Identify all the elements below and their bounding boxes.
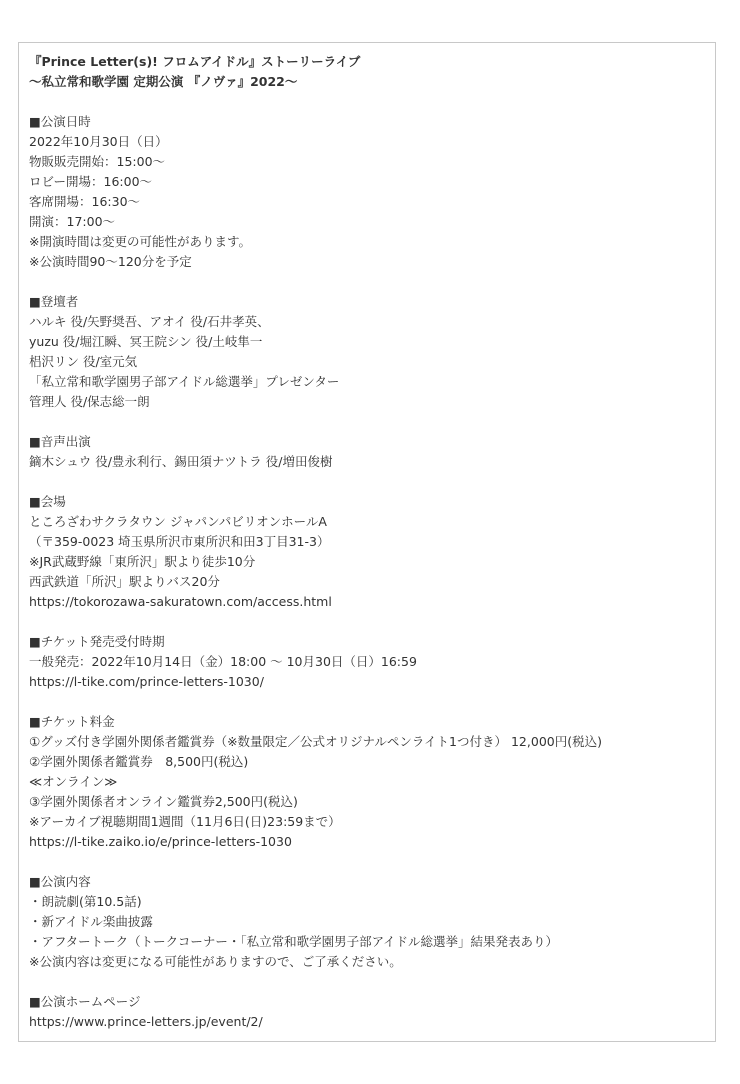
section-heading: ■公演ホームページ [29, 994, 141, 1009]
section-line: ①グッズ付き学園外関係者鑑賞券（※数量限定／公式オリジナルペンライト1つ付き） 12,000円(税込) [29, 734, 602, 749]
section-line: 西武鉄道「所沢」駅よりバス20分 [29, 574, 220, 589]
section-schedule [29, 112, 715, 272]
section-line: yuzu 役/堀江瞬、冥王院シン 役/土岐隼一 [29, 334, 263, 349]
section-line: 物販販売開始：15:00〜 [29, 154, 166, 169]
section-line: 管理人 役/保志総一朗 [29, 394, 150, 409]
section-line: ・新アイドル楽曲披露 [29, 914, 153, 929]
section-line: 梠沢リン 役/室元気 [29, 354, 138, 369]
section-line: ②学園外関係者鑑賞券 8,500円(税込) [29, 754, 249, 769]
section-line: ※公演時間90〜120分を予定 [29, 254, 192, 269]
section-performers [29, 292, 715, 412]
section-line: 2022年10月30日（日） [29, 134, 168, 149]
section-line: 「私立常和歌学園男子部アイドル総選挙」プレゼンター [29, 374, 340, 389]
section-line: 一般発売：2022年10月14日（金）18:00 〜 10月30日（日）16:59 [29, 654, 417, 669]
section-line: ・アフタートーク（トークコーナー・「私立常和歌学園男子部アイドル総選挙」結果発表あり） [29, 934, 559, 949]
url-link[interactable]: https://l-tike.zaiko.io/e/prince-letters-1030 [29, 834, 292, 849]
section-heading: ■公演内容 [29, 874, 91, 889]
section-ticket-prices [29, 712, 715, 852]
url-link[interactable]: https://l-tike.com/prince-letters-1030/ [29, 674, 264, 689]
section-venue [29, 492, 715, 612]
event-title [29, 52, 715, 92]
section-program [29, 872, 715, 972]
section-line: ※開演時間は変更の可能性があります。 [29, 234, 251, 249]
section-line: ③学園外関係者オンライン鑑賞券2,500円(税込) [29, 794, 298, 809]
url-link[interactable]: https://tokorozawa-sakuratown.com/access.html [29, 594, 332, 609]
section-heading: ■登壇者 [29, 294, 79, 309]
section-line: ・朗読劇(第10.5話) [29, 894, 142, 909]
section-line: ≪オンライン≫ [29, 774, 118, 789]
section-line: 客席開場：16:30〜 [29, 194, 141, 209]
section-line: （〒359-0023 埼玉県所沢市東所沢和田3丁目31-3） [29, 534, 330, 549]
section-line: ロビー開場：16:00〜 [29, 174, 153, 189]
section-ticket-sales-period [29, 632, 715, 692]
section-line: 鏑木シュウ 役/豊永利行、錫田須ナツトラ 役/増田俊樹 [29, 454, 333, 469]
url-link[interactable]: https://www.prince-letters.jp/event/2/ [29, 1014, 263, 1029]
section-homepage [29, 992, 715, 1032]
section-line: ところざわサクラタウン ジャパンパビリオンホールA [29, 514, 327, 529]
article-frame [18, 42, 716, 1042]
section-line: ※アーカイブ視聴期間1週間（11月6日(日)23:59まで） [29, 814, 341, 829]
section-line: ※公演内容は変更になる可能性がありますので、ご了承ください。 [29, 954, 402, 969]
sections-container [29, 112, 715, 1032]
section-line: 開演：17:00〜 [29, 214, 116, 229]
title-line-2: 〜私立常和歌学園 定期公演 『ノヴァ』2022〜 [29, 74, 298, 89]
section-line: ハルキ 役/矢野奨吾、アオイ 役/石井孝英、 [29, 314, 270, 329]
section-voice-cast [29, 432, 715, 472]
title-line-1: 『Prince Letter(s)! フロムアイドル』ストーリーライブ [29, 54, 361, 69]
section-heading: ■チケット発売受付時期 [29, 634, 165, 649]
section-heading: ■公演日時 [29, 114, 91, 129]
section-heading: ■会場 [29, 494, 66, 509]
section-line: ※JR武蔵野線「東所沢」駅より徒歩10分 [29, 554, 256, 569]
section-heading: ■チケット料金 [29, 714, 115, 729]
section-heading: ■音声出演 [29, 434, 91, 449]
